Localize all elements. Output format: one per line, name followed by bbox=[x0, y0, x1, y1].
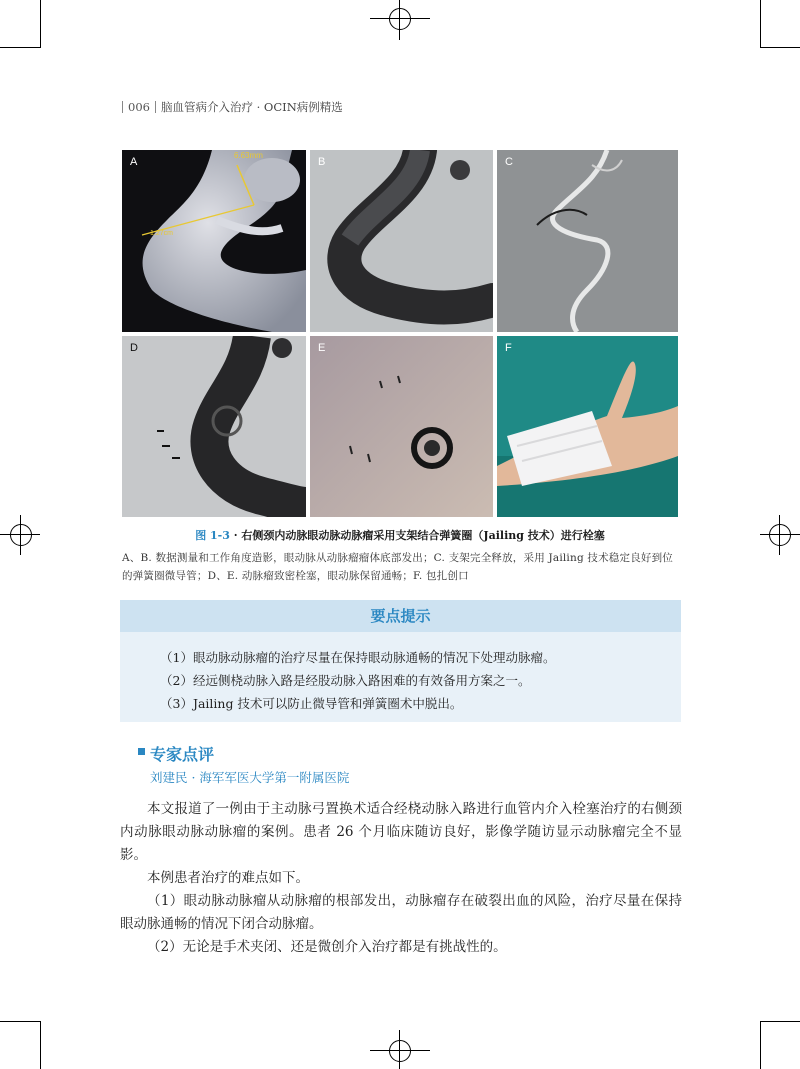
figure-caption-title: 图 1-3 · 右侧颈内动脉眼动脉动脉瘤采用支架结合弹簧圈（Jailing 技术）进行栓塞 bbox=[195, 529, 605, 542]
key-point-item: （1）眼动脉动脉瘤的治疗尽量在保持眼动脉通畅的情况下处理动脉瘤。 bbox=[160, 650, 556, 665]
panel-label-f: F bbox=[505, 342, 512, 354]
body-paragraph: （2）无论是手术夹闭、还是微创介入治疗都是有挑战性的。 bbox=[147, 939, 507, 955]
figure-panel-c bbox=[497, 150, 678, 332]
body-paragraph: （1）眼动脉动脉瘤从动脉瘤的根部发出，动脉瘤存在破裂出血的风险，治疗尽量在保持眼动脉通畅的情况下闭合动脉瘤。 bbox=[120, 893, 682, 932]
panel-label-e: E bbox=[318, 342, 326, 354]
figure-panel-e bbox=[310, 336, 493, 517]
figure-caption-body: A、B. 数据测量和工作角度造影，眼动脉从动脉瘤瘤体底部发出；C. 支架完全释放，采用 Jailing 技术稳定良好到位的弹簧圈微导管；D、E. 动脉瘤致密栓塞，眼动脉保留通畅；F. 包扎创口 bbox=[122, 552, 674, 582]
figure-panel-d bbox=[122, 336, 306, 517]
figure-panel-f bbox=[497, 336, 678, 517]
book-title: 脑血管病介入治疗 · OCIN病例精选 bbox=[160, 100, 343, 114]
expert-comment-title: 专家点评 bbox=[150, 745, 215, 764]
measure-label-1: 6.63mm bbox=[234, 151, 263, 160]
panel-label-d: D bbox=[130, 342, 138, 354]
figure-caption-text: 右侧颈内动脉眼动脉动脉瘤采用支架结合弹簧圈（Jailing 技术）进行栓塞 bbox=[241, 529, 605, 542]
figure-panel-a bbox=[122, 150, 306, 332]
key-points-title: 要点提示 bbox=[120, 600, 681, 632]
page-number: 006 bbox=[128, 100, 150, 114]
section-marker-icon bbox=[138, 748, 145, 755]
panel-label-b: B bbox=[318, 156, 326, 168]
measure-label-2: 1.27cm bbox=[150, 230, 173, 237]
figure-panel-b bbox=[310, 150, 493, 332]
body-paragraph: 本例患者治疗的难点如下。 bbox=[147, 870, 309, 886]
key-points-box bbox=[120, 600, 681, 722]
key-point-item: （3）Jailing 技术可以防止微导管和弹簧圈术中脱出。 bbox=[160, 696, 463, 711]
figure-number: 图 1-3 bbox=[195, 529, 230, 542]
panel-label-a: A bbox=[130, 156, 138, 168]
expert-author: 刘建民 · 海军军医大学第一附属医院 bbox=[150, 770, 350, 785]
panel-label-c: C bbox=[505, 156, 513, 168]
key-point-item: （2）经远侧桡动脉入路是经股动脉入路困难的有效备用方案之一。 bbox=[160, 673, 531, 688]
running-header bbox=[122, 99, 343, 115]
body-paragraph: 本文报道了一例由于主动脉弓置换术适合经桡动脉入路进行血管内介入栓塞治疗的右侧颈内动脉眼动脉动脉瘤的案例。患者 26 个月临床随访良好，影像学随访显示动脉瘤完全不显影。 bbox=[120, 801, 682, 863]
